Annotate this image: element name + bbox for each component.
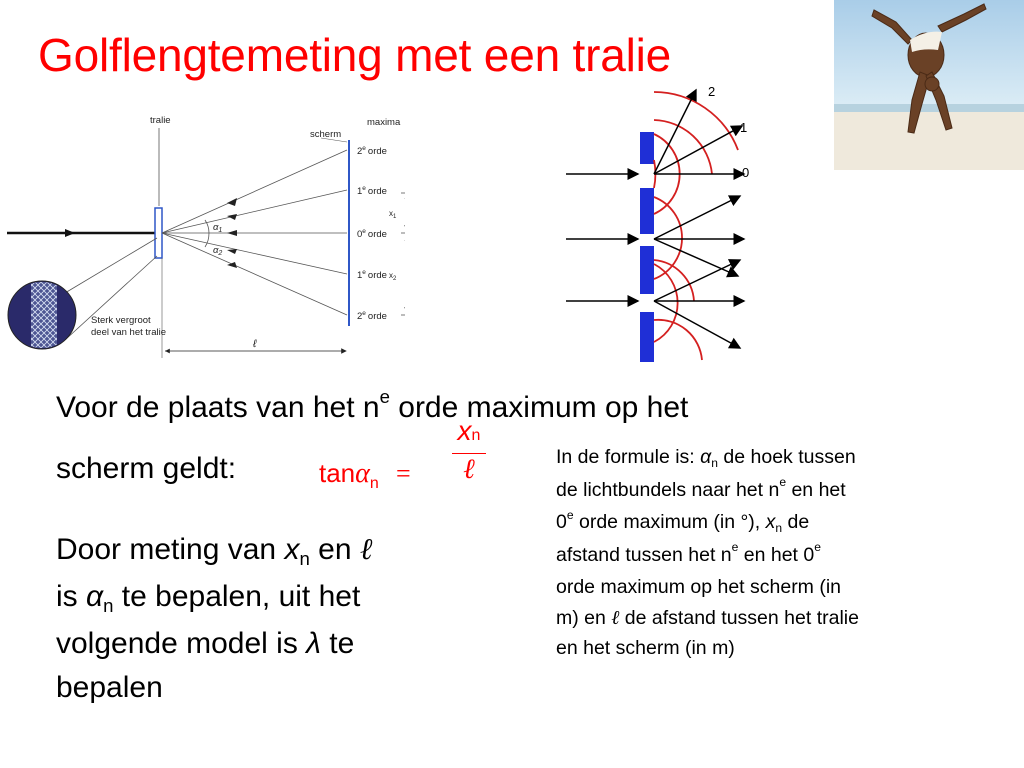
formula-explanation: In de formule is: $\alpha_n$ de hoek tussen de lichtbundels naar het $n^e$ en het 0e orde maximum (in °), $x_n$ de afstand tussen het $n^e$ en het 0e orde maximum op het scherm (in m) en ℓ de afstand tussen het tralie en het scherm (in m) xyxy=(556,446,859,659)
formula-tan-alpha: tanα$_n$ = xyxy=(319,458,411,492)
p1-line1: Voor de plaats van het $n^e$ orde maximum op het xyxy=(56,386,689,424)
svg-text:2eorde: 2e orde xyxy=(357,145,387,157)
svg-text:1eorde: 1e orde xyxy=(357,185,387,197)
formula-fraction: xn ℓ xyxy=(448,416,490,484)
label-order-0: 0 xyxy=(742,165,750,180)
label-scherm: scherm xyxy=(310,129,342,140)
label-order-2: 2 xyxy=(708,84,716,99)
label-maxima: maxima xyxy=(367,117,401,128)
svg-text:2eorde: 2e orde xyxy=(357,310,387,322)
grating-slits xyxy=(640,132,654,362)
order-labels xyxy=(357,145,387,322)
label-x2: $x_2$ xyxy=(389,271,397,282)
beach-handstand-photo xyxy=(834,0,1024,170)
grating-setup-diagram xyxy=(5,108,405,363)
grating xyxy=(155,208,162,258)
label-ell: ℓ xyxy=(253,338,257,350)
label-x1: $x_1$ xyxy=(389,209,397,220)
label-order-1: 1 xyxy=(740,120,748,135)
paragraph-measurement: Door meting van $x_n$ en ℓ is $\alpha_n$ te bepalen, uit het volgende model is λ te bepalen xyxy=(56,532,373,704)
label-alpha2: $\alpha_2$ xyxy=(213,245,223,257)
wavefronts xyxy=(654,92,738,360)
magnified-grating-circle xyxy=(8,278,76,352)
label-alpha1: $\alpha_1$ xyxy=(213,222,223,234)
page-title: Golflengtemeting met een tralie xyxy=(38,29,672,81)
label-tralie: tralie xyxy=(150,115,171,126)
p1-line2: scherm geldt: tanα$_n$ = xn ℓ xyxy=(56,436,956,496)
wavefront-diagram xyxy=(562,80,762,370)
svg-text:1eorde: 1e orde xyxy=(357,269,387,281)
svg-text:0eorde: 0e orde xyxy=(357,228,387,240)
label-magnified-2: deel van het tralie xyxy=(91,327,166,338)
label-magnified-1: Sterk vergroot xyxy=(91,315,151,326)
